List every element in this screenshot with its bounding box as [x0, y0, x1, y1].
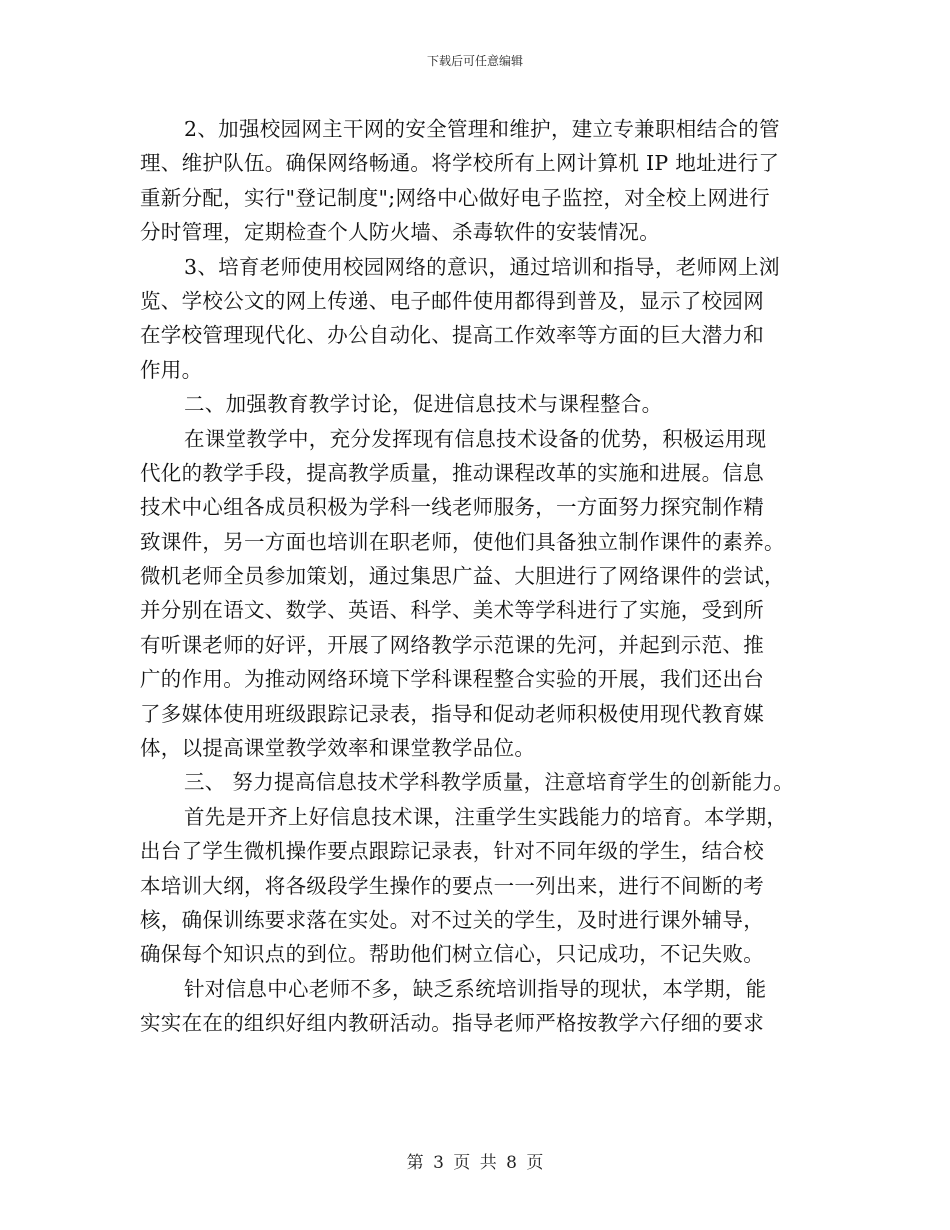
section-heading: 三、 努力提高信息技术学科教学质量，注意培育学生的创新能力。: [184, 770, 795, 795]
paragraph-line: 致课件，另一方面也培训在职老师，使他们具备独立制作课件的素养。: [140, 529, 785, 554]
paragraph-line: 本培训大纲，将各级段学生操作的要点一一列出来，进行不间断的考: [140, 873, 764, 898]
paragraph-line: 出台了学生微机操作要点跟踪记录表，针对不同年级的学生，结合校: [140, 839, 764, 864]
paragraph-line: 首先是开齐上好信息技术课，注重学生实践能力的培育。本学期，: [184, 804, 788, 829]
paragraph-line: 重新分配，实行"登记制度";网络中心做好电子监控，对全校上网进行: [140, 185, 770, 210]
paragraph-line: 核，确保训练要求落在实处。对不过关的学生，及时进行课外辅导，: [140, 907, 764, 932]
paragraph-line: 作用。: [140, 357, 203, 382]
paragraph-line: 3、培育老师使用校园网络的意识，通过培训和指导，老师网上浏: [184, 254, 780, 279]
paragraph-line: 分时管理，定期检查个人防火墙、杀毒软件的安装情况。: [140, 220, 660, 245]
paragraph-line: 2、加强校园网主干网的安全管理和维护，建立专兼职相结合的管: [184, 117, 780, 141]
paragraph-line: 了多媒体使用班级跟踪记录表，指导和促动老师积极使用现代教育媒: [140, 701, 764, 726]
paragraph-line: 有听课老师的好评，开展了网络教学示范课的先河，并起到示范、推: [140, 632, 764, 657]
page-number: 第 3 页 共 8 页: [406, 1153, 544, 1173]
paragraph-line: 技术中心组各成员积极为学科一线老师服务，一方面努力探究制作精: [140, 495, 764, 520]
page-header-note: 下载后可任意编辑: [426, 54, 523, 68]
paragraph-line: 代化的教学手段，提高教学质量，推动课程改革的实施和进展。信息: [140, 460, 764, 485]
paragraph-line: 在学校管理现代化、办公自动化、提高工作效率等方面的巨大潜力和: [140, 323, 764, 348]
section-heading: 二、加强教育教学讨论，促进信息技术与课程整合。: [184, 392, 663, 417]
paragraph-line: 理、维护队伍。确保网络畅通。将学校所有上网计算机 IP 地址进行了: [140, 151, 780, 176]
paragraph-line: 在课堂教学中，充分发挥现有信息技术设备的优势，积极运用现: [184, 426, 767, 451]
paragraph-line: 微机老师全员参加策划，通过集思广益、大胆进行了网络课件的尝试，: [140, 564, 785, 589]
paragraph-line: 确保每个知识点的到位。帮助他们树立信心，只记成功，不记失败。: [140, 942, 764, 967]
paragraph-line: 针对信息中心老师不多，缺乏系统培训指导的现状，本学期，能: [184, 976, 767, 1001]
paragraph-line: 实实在在的组织好组内教研活动。指导老师严格按教学六仔细的要求: [140, 1011, 764, 1036]
paragraph-line: 体，以提高课堂教学效率和课堂教学品位。: [140, 736, 536, 761]
paragraph-line: 览、学校公文的网上传递、电子邮件使用都得到普及，显示了校园网: [140, 288, 764, 313]
paragraph-line: 广的作用。为推动网络环境下学科课程整合实验的开展，我们还出台: [140, 667, 764, 692]
paragraph-line: 并分别在语文、数学、英语、科学、美术等学科进行了实施，受到所: [140, 598, 764, 623]
document-body: [140, 112, 820, 1041]
